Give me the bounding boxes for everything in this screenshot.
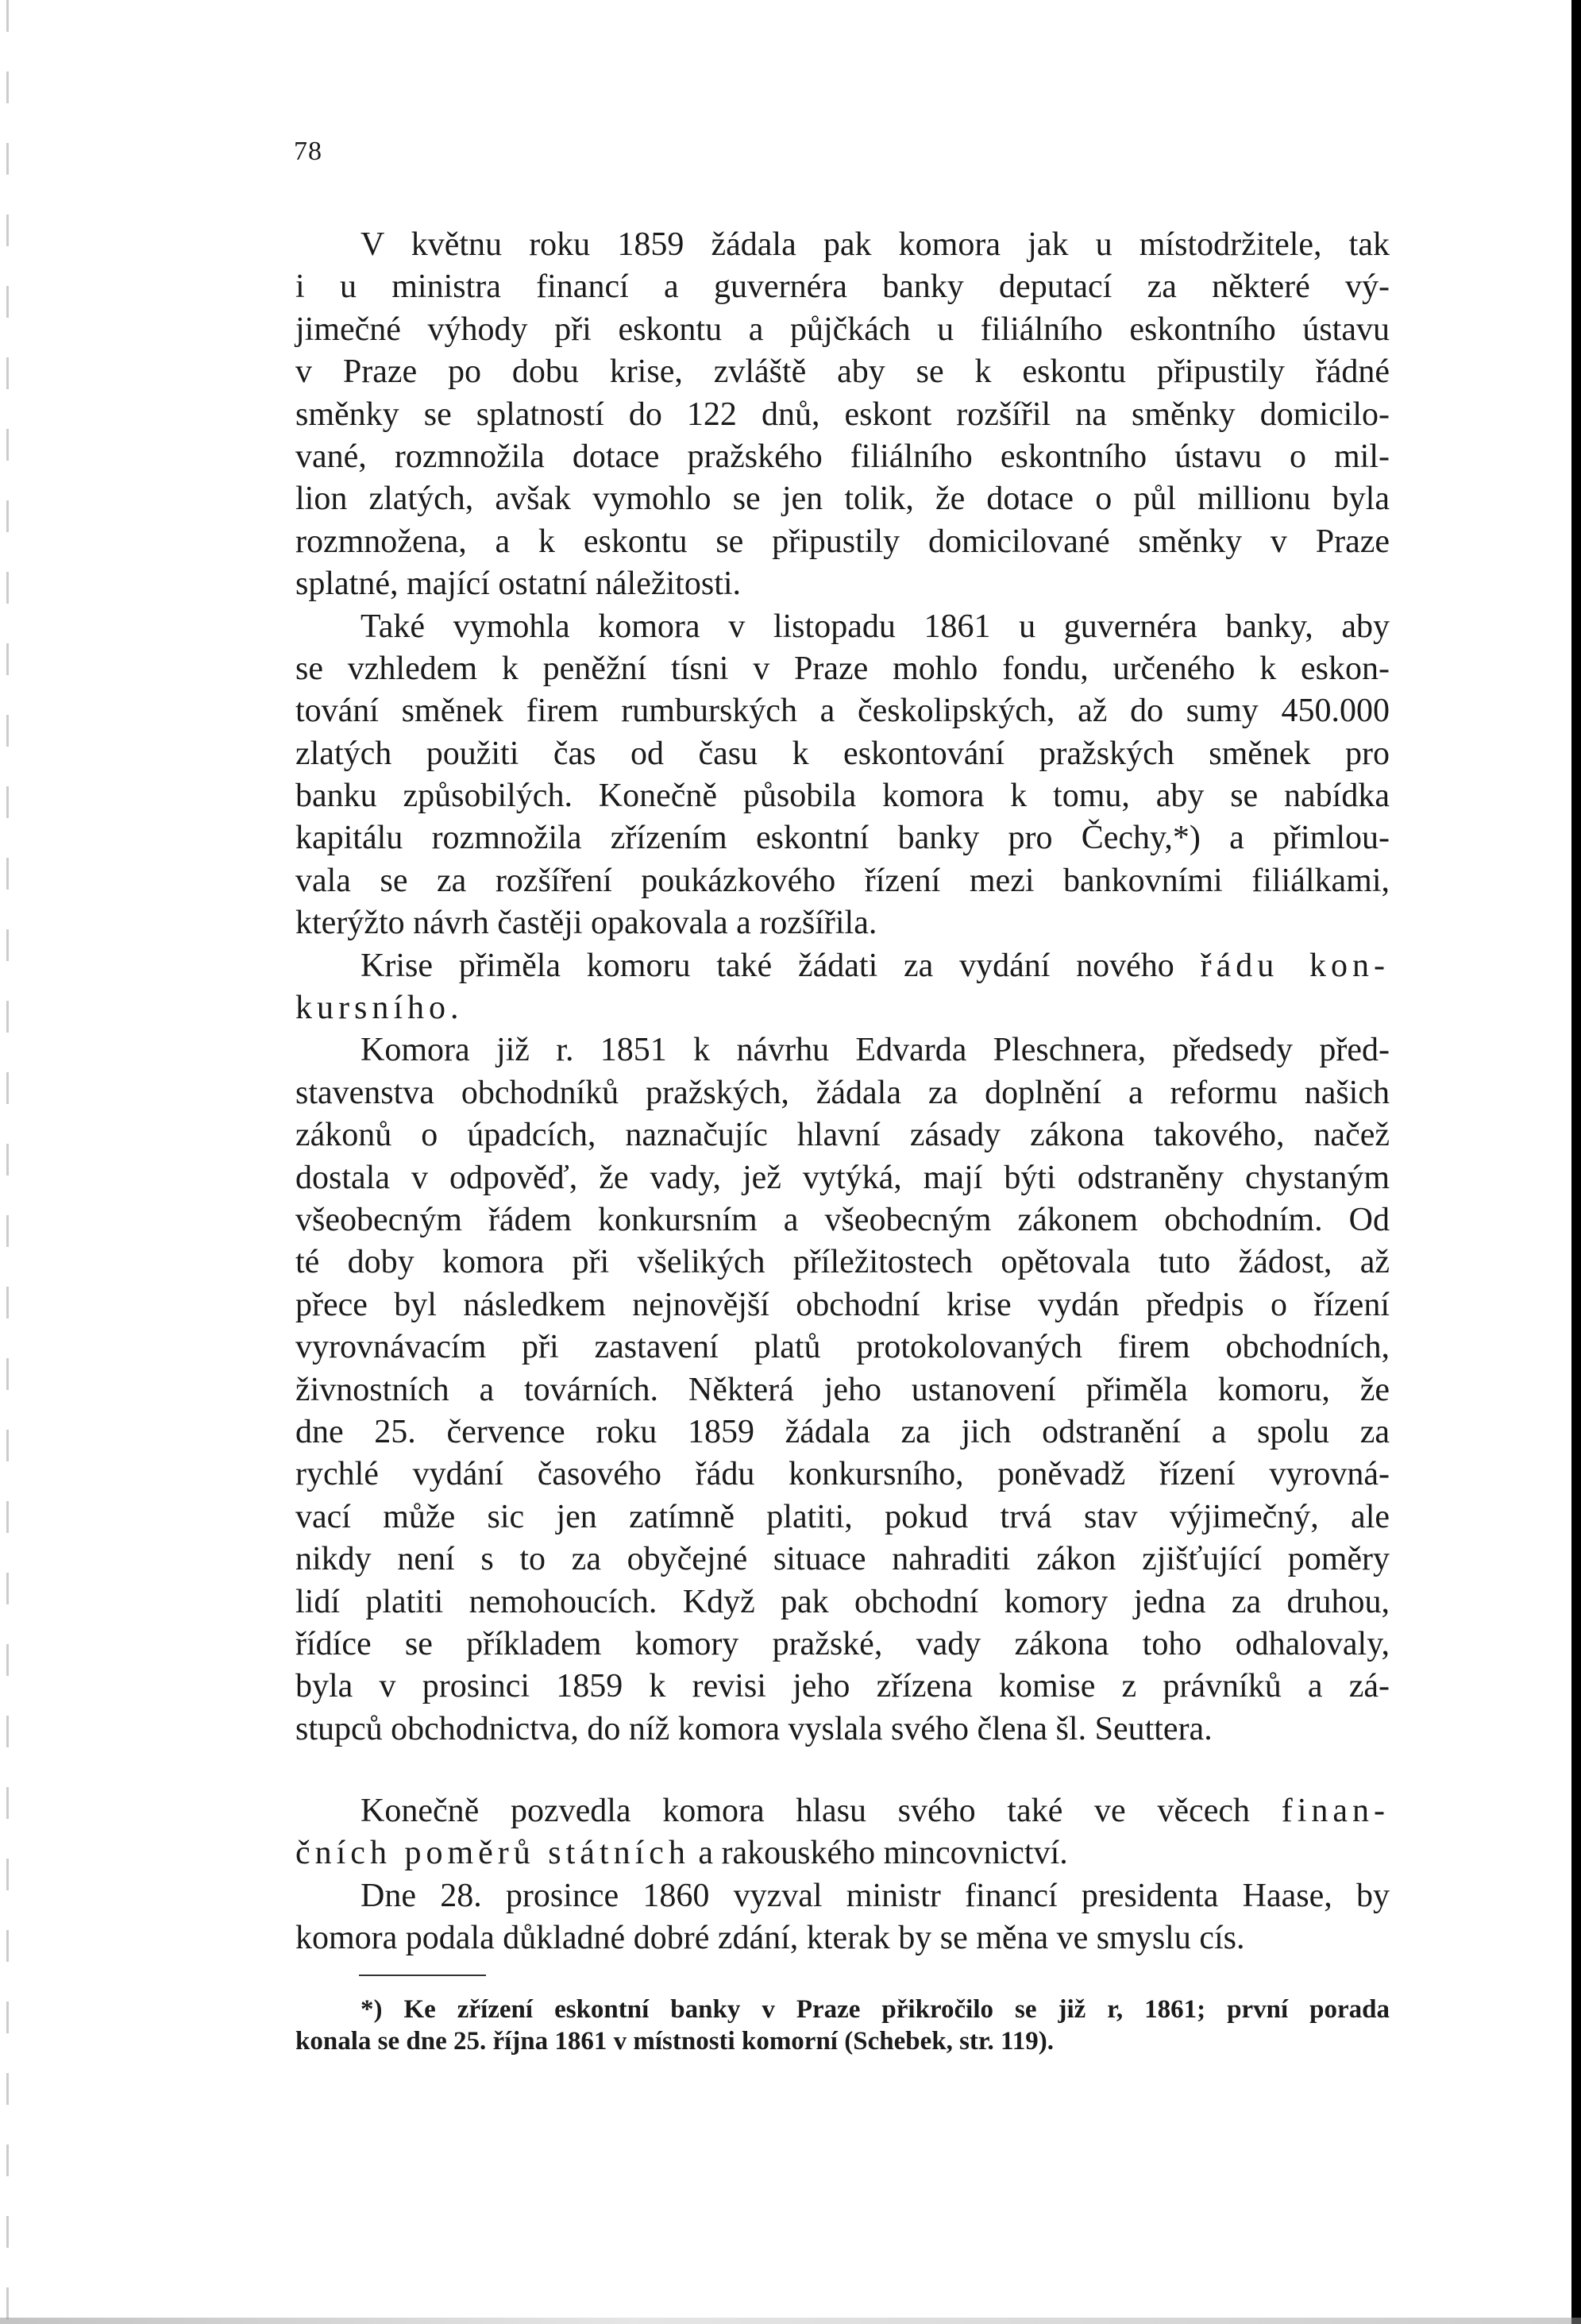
text-line: Dne 28. prosince 1860 vyzval ministr financí presidenta Haase, by (361, 1877, 1390, 1914)
text-line: dne 25. července roku 1859 žádala za jich odstranění a spolu za (295, 1413, 1390, 1450)
text-line: řídíce se příkladem komory pražské, vady zákona toho odhalovaly, (295, 1625, 1390, 1662)
text-line: byla v prosinci 1859 k revisi jeho zřízena komise z právníků a zá- (295, 1668, 1390, 1705)
text-line: kterýžto návrh častěji opakovala a rozšířila. (295, 905, 877, 942)
text-line: v Praze po dobu krise, zvláště aby se k eskontu připustily řádné (295, 353, 1390, 391)
paragraph-1 (295, 224, 1390, 606)
text-line: zákonů o úpadcích, naznačujíc hlavní zásady zákona takového, načež (295, 1117, 1390, 1154)
text-line (295, 945, 1390, 987)
text-line: nikdy není s to za obyčejné situace nahraditi zákon zjišťující poměry (295, 1541, 1390, 1578)
spaced-emphasis: čních poměrů státních (295, 1835, 690, 1872)
text-line: všeobecným řádem konkursním a všeobecným zákonem obchodním. Od (295, 1201, 1390, 1238)
text-line: komora podala důkladné dobré zdání, kterak by se měna ve smyslu cís. (295, 1920, 1245, 1957)
text-line: zlatých použiti čas od času k eskontování pražských směnek pro (295, 735, 1390, 772)
text-line: vací může sic jen zatímně platiti, pokud trvá stav výjimečný, ale (295, 1498, 1390, 1535)
text-run: Konečně pozvedla komora hlasu svého také ve věcech (361, 1793, 1282, 1830)
page-number: 78 (294, 137, 322, 166)
page-bottom-edge-shadow (0, 2318, 1581, 2324)
text-line: přece byl následkem nejnovější obchodní krise vydán předpis o řízení (295, 1286, 1390, 1323)
body-text (295, 224, 1390, 2057)
paragraph-6 (295, 1875, 1390, 1960)
text-line: Komora již r. 1851 k návrhu Edvarda Pleschnera, předsedy před- (361, 1032, 1390, 1069)
text-line (295, 987, 1390, 1029)
footnote-divider (359, 1975, 486, 1976)
text-line: lion zlatých, avšak vymohlo se jen tolik, že dotace o půl millionu byla (295, 481, 1390, 518)
text-line: rychlé vydání časového řádu konkursního, poněvadž řízení vyrovná- (295, 1456, 1390, 1493)
section-gap (295, 1751, 1390, 1790)
text-line: živnostních a továrních. Některá jeho ustanovení přiměla komoru, že (295, 1371, 1390, 1408)
text-line: vyrovnávacím při zastavení platů protokolovaných firem obchodních, (295, 1329, 1390, 1366)
spaced-emphasis: řádu kon- (1200, 947, 1390, 984)
spaced-emphasis: kursního (295, 990, 450, 1027)
text-line (295, 1832, 1390, 1874)
text-line: jimečné výhody při eskontu a půjčkách u filiálního eskontního ústavu (295, 311, 1390, 348)
text-line: se vzhledem k peněžní tísni v Praze mohlo fondu, určeného k eskon- (295, 650, 1390, 687)
spaced-emphasis: finan- (1281, 1793, 1390, 1830)
text-line: splatné, mající ostatní náležitosti. (295, 566, 742, 603)
text-line: rozmnožena, a k eskontu se připustily domicilované směnky v Praze (295, 523, 1390, 560)
text-line: tování směnek firem rumburských a českolipských, až do sumy 450.000 (295, 693, 1390, 730)
paragraph-5 (295, 1790, 1390, 1875)
page-left-edge-shadow (6, 0, 9, 2324)
text-line: kapitálu rozmnožila zřízením eskontní banky pro Čechy,*) a přimlou- (295, 820, 1390, 857)
text-run: a rakouského mincovnictví. (689, 1835, 1068, 1872)
text-line: banku způsobilých. Konečně působila komora k tomu, aby se nabídka (295, 778, 1390, 815)
paragraph-2 (295, 606, 1390, 945)
text-line: vané, rozmnožila dotace pražského filiálního eskontního ústavu o mil- (295, 438, 1390, 475)
text-line: stavenstva obchodníků pražských, žádala za doplnění a reformu našich (295, 1074, 1390, 1111)
text-line: směnky se splatností do 122 dnů, eskont rozšířil na směnky domicilo- (295, 396, 1390, 433)
text-line: dostala v odpověď, že vady, jež vytýká, mají býti odstraněny chystaným (295, 1159, 1390, 1196)
text-line: i u ministra financí a guvernéra banky deputací za některé vý- (295, 268, 1390, 306)
page-right-edge-border (1571, 0, 1581, 2324)
footnote (295, 1994, 1390, 2057)
text-run: . (450, 990, 459, 1027)
paragraph-3 (295, 945, 1390, 1030)
text-line (295, 1790, 1390, 1832)
paragraph-4 (295, 1029, 1390, 1751)
text-line: té doby komora při všelikých příležitostech opětovala tuto žádost, až (295, 1244, 1390, 1281)
footnote-line: konala se dne 25. října 1861 v místnosti komorní (Schebek, str. 119). (295, 2026, 1054, 2056)
footnote-line: *) Ke zřízení eskontní banky v Praze přikročilo se již r, 1861; první porada (361, 1994, 1390, 2024)
text-line: vala se za rozšíření poukázkového řízení mezi bankovními filiálkami, (295, 862, 1390, 899)
text-run: Krise přiměla komoru také žádati za vydání nového (361, 947, 1201, 984)
text-line: lidí platiti nemohoucích. Když pak obchodní komory jedna za druhou, (295, 1583, 1390, 1620)
text-line: V květnu roku 1859 žádala pak komora jak u místodržitele, tak (361, 226, 1390, 263)
text-line: stupců obchodnictva, do níž komora vyslala svého člena šl. Seuttera. (295, 1710, 1213, 1747)
text-line: Také vymohla komora v listopadu 1861 u guvernéra banky, aby (361, 608, 1390, 645)
